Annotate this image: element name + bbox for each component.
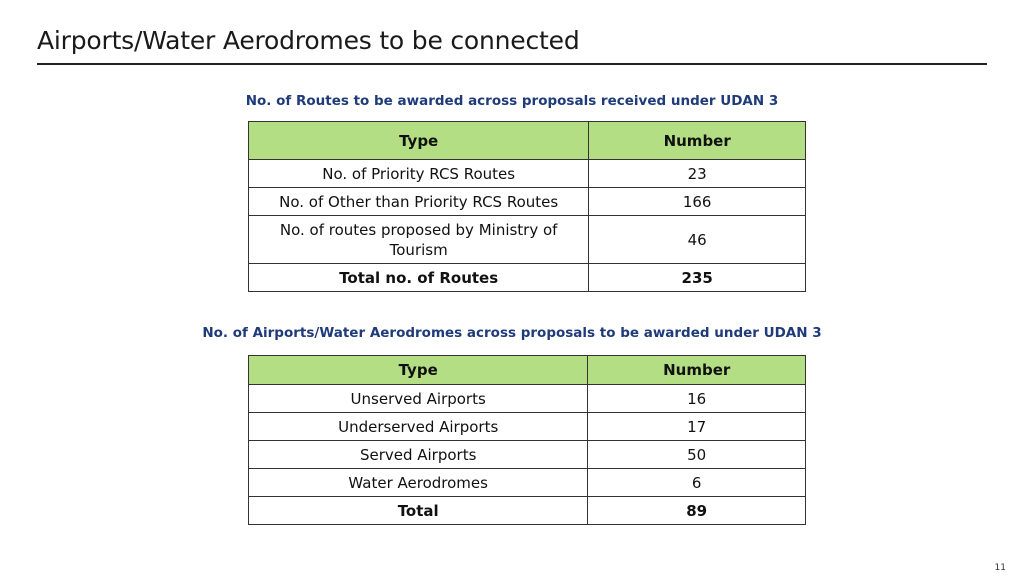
- row-number-cell: 23: [589, 160, 806, 188]
- table-row: [249, 469, 806, 497]
- table-row: [249, 188, 806, 216]
- row-number-cell: 16: [588, 385, 806, 413]
- table-row: [249, 216, 806, 264]
- total-value-cell: 235: [589, 264, 806, 292]
- airports-table: [248, 355, 806, 525]
- row-type-cell: No. of Other than Priority RCS Routes: [249, 188, 589, 216]
- title-divider: [37, 63, 987, 65]
- row-type-cell: Unserved Airports: [249, 385, 588, 413]
- column-header-type: Type: [249, 356, 588, 385]
- table-header-row: [249, 356, 806, 385]
- table-total-row: [249, 497, 806, 525]
- total-value-cell: 89: [588, 497, 806, 525]
- row-number-cell: 50: [588, 441, 806, 469]
- row-type-cell: Underserved Airports: [249, 413, 588, 441]
- row-type-cell: No. of routes proposed by Ministry of Tourism: [249, 216, 589, 264]
- total-label-cell: Total: [249, 497, 588, 525]
- row-type-cell: No. of Priority RCS Routes: [249, 160, 589, 188]
- row-number-cell: 17: [588, 413, 806, 441]
- row-number-cell: 46: [589, 216, 806, 264]
- table-row: [249, 413, 806, 441]
- table-total-row: [249, 264, 806, 292]
- row-type-cell: Water Aerodromes: [249, 469, 588, 497]
- column-header-number: Number: [589, 122, 806, 160]
- column-header-number: Number: [588, 356, 806, 385]
- table-row: [249, 160, 806, 188]
- slide-title: Airports/Water Aerodromes to be connected: [37, 26, 580, 55]
- table-header-row: [249, 122, 806, 160]
- row-type-cell: Served Airports: [249, 441, 588, 469]
- table-row: [249, 441, 806, 469]
- row-number-cell: 6: [588, 469, 806, 497]
- row-number-cell: 166: [589, 188, 806, 216]
- table-row: [249, 385, 806, 413]
- column-header-type: Type: [249, 122, 589, 160]
- routes-table-heading: No. of Routes to be awarded across proposals received under UDAN 3: [245, 93, 779, 109]
- airports-table-heading: No. of Airports/Water Aerodromes across proposals to be awarded under UDAN 3: [202, 325, 822, 341]
- total-label-cell: Total no. of Routes: [249, 264, 589, 292]
- page-number: 11: [994, 563, 1006, 573]
- routes-table: [248, 121, 806, 292]
